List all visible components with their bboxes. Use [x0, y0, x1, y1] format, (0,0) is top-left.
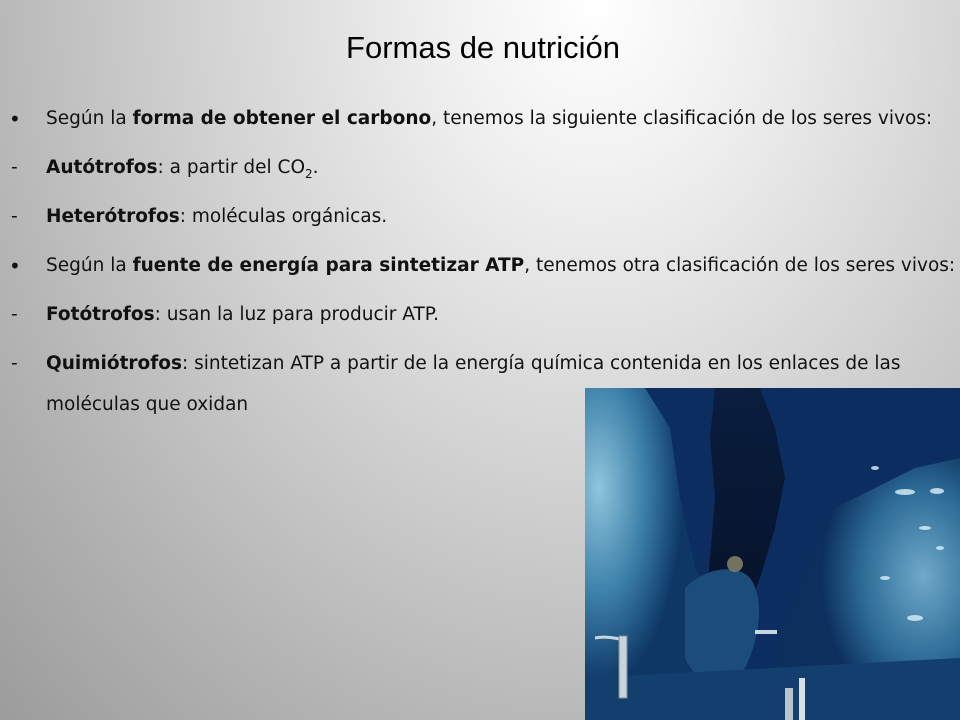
subscript: 2	[305, 167, 313, 181]
dash-marker: -	[11, 157, 18, 178]
dash-marker: -	[11, 206, 18, 227]
key-term: Autótrofos	[46, 157, 158, 178]
slide-title: Formas de nutrición	[346, 30, 620, 65]
list-item: - Quimiótrofos: sintetizan ATP a partir de la energía química contenida en los enlaces de las	[0, 346, 960, 395]
key-term: fuente de energía para sintetizar ATP	[132, 255, 525, 276]
dash-marker: -	[11, 304, 18, 325]
list-item: - Fotótrofos: usan la luz para producir ATP.	[0, 297, 960, 346]
list-item: - Heterótrofos: moléculas orgánicas.	[0, 199, 960, 248]
vent-illustration	[585, 388, 960, 720]
key-term: forma de obtener el carbono	[132, 108, 432, 129]
key-term: Quimiótrofos	[46, 353, 183, 374]
dash-marker: -	[11, 353, 18, 374]
hydrothermal-vent-photo	[585, 388, 960, 720]
key-term: Fotótrofos	[46, 304, 155, 325]
list-item: • Según la forma de obtener el carbono, tenemos la siguiente clasificación de los seres vivos:	[0, 101, 960, 150]
list-item: • Según la fuente de energía para sintetizar ATP, tenemos otra clasificación de los seres vivos:	[0, 248, 960, 297]
list-item-continuation: moléculas que oxidan	[46, 394, 249, 415]
key-term: Heterótrofos	[46, 206, 180, 227]
bullet-marker: •	[9, 254, 21, 278]
list-item: - Autótrofos: a partir del $CO_2$.	[0, 150, 960, 199]
bullet-marker: •	[9, 107, 21, 131]
bullet-list	[0, 101, 960, 395]
